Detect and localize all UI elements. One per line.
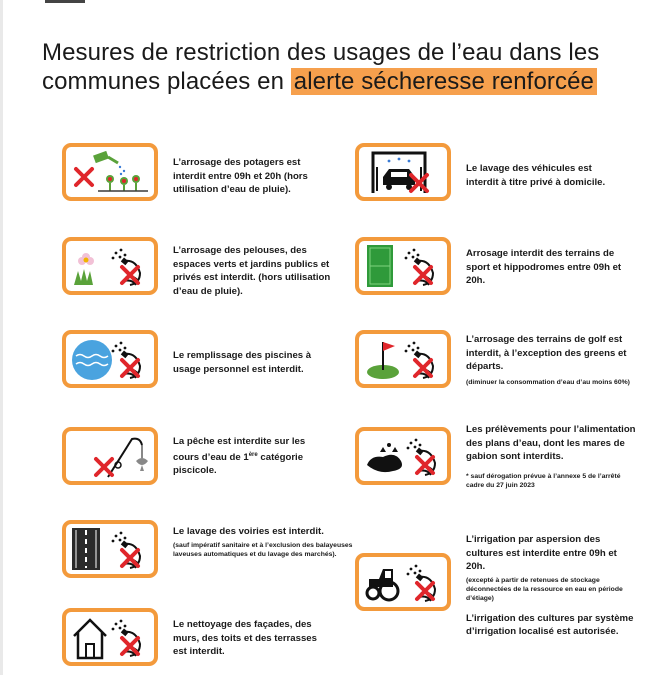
header-mark (45, 0, 85, 3)
car-wash-icon (355, 143, 451, 201)
restriction-note: (diminuer la consommation d’eau d’au moins 60%) (466, 378, 630, 386)
restriction-text-main: L’arrosage des terrains de golf est interdit, à l’exception des greens et départs. (466, 334, 627, 372)
restriction-text (173, 435, 323, 478)
restriction-text (466, 423, 636, 490)
restriction-text: Arrosage interdit des terrains de sport et hippodromes entre 09h et 20h. (466, 248, 622, 286)
restriction-note: (excepté à partir de retenues de stockage déconnectées de la ressource en eau en période d’étiage) (466, 576, 623, 602)
restriction-text-secondary: L’irrigation des cultures par système d’irrigation localisé est autorisée. (466, 612, 634, 637)
restriction-text-main: La pêche est interdite sur les cours d’eau de 1 (173, 436, 306, 463)
page-title (42, 38, 642, 96)
restriction-text: L’arrosage des pelouses, des espaces verts et jardins publics et privés est interdit. (hors utilisation d’eau de pluie). (173, 245, 331, 297)
sports-field-icon (355, 237, 451, 295)
pond-icon (355, 427, 451, 485)
restriction-note: * sauf dérogation prévue à l’annexe 5 de l’arrêté cadre du 27 juin 2023 (466, 472, 621, 489)
title-line-1: Mesures de restriction des usages de l’eau dans les (42, 39, 600, 66)
restriction-text-main: Le lavage des voiries est interdit. (173, 526, 324, 537)
title-highlight: alerte sécheresse renforcée (291, 68, 597, 95)
restriction-text-end: catégorie piscicole. (173, 451, 304, 477)
ordinal-superscript: ère (248, 451, 258, 458)
restriction-text (466, 533, 636, 639)
title-line-2: communes placées en (42, 68, 291, 95)
page-left-edge (0, 0, 3, 675)
tractor-icon (355, 553, 451, 611)
restriction-text (466, 333, 641, 387)
restriction-text: Le nettoyage des façades, des murs, des toits et des terrasses est interdit. (173, 619, 317, 657)
road-icon (62, 520, 158, 578)
fishing-rod-icon (62, 427, 158, 485)
restriction-note: (sauf impératif sanitaire et à l’exclusion des balayeuses laveuses automatiques et du lavage des marchés). (173, 541, 353, 558)
lawn-flower-icon (62, 237, 158, 295)
restriction-text-main: Les prélèvements pour l’alimentation des plans d’eau, dont les mares de gabion sont interdits. (466, 424, 636, 462)
house-icon (62, 608, 158, 666)
restriction-text (173, 525, 353, 559)
restriction-text-main: L’irrigation par aspersion des cultures est interdite entre 09h et 20h. (466, 534, 617, 572)
vegetable-garden-icon (62, 143, 158, 201)
restriction-text: L’arrosage des potagers est interdit entre 09h et 20h (hors utilisation d’eau de pluie). (173, 157, 308, 195)
swimming-pool-icon (62, 330, 158, 388)
restriction-text: Le remplissage des piscines à usage personnel est interdit. (173, 350, 312, 375)
golf-flag-icon (355, 330, 451, 388)
restriction-text: Le lavage des véhicules est interdit à titre privé à domicile. (466, 163, 606, 188)
